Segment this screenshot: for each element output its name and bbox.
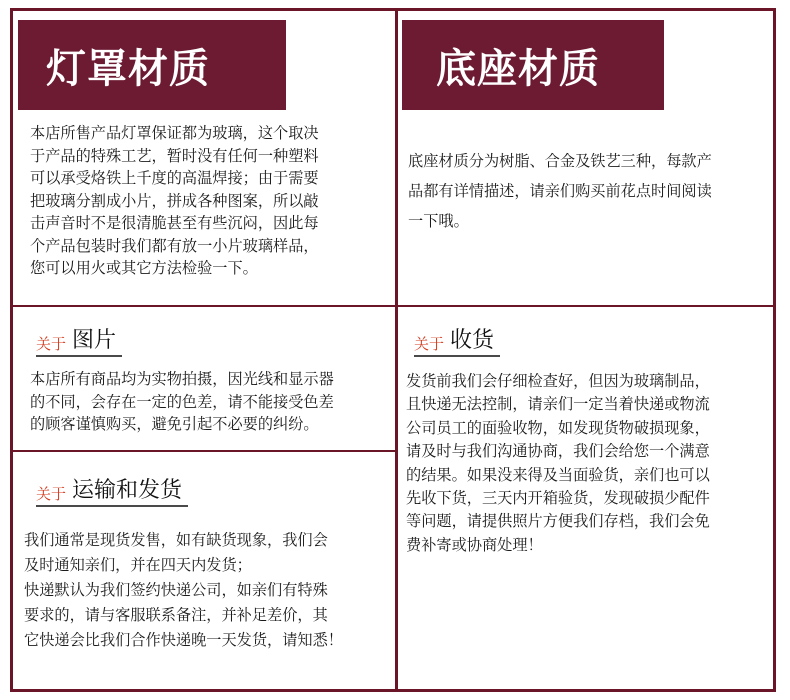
pictures-about-label: 关于 — [36, 335, 67, 353]
lampshade-header — [18, 20, 286, 110]
receiving-title: 收货 — [450, 328, 495, 353]
lampshade-header-text: 灯罩材质 — [46, 45, 210, 92]
left-divider-1 — [10, 305, 396, 307]
pictures-topic — [36, 328, 116, 354]
shipping-title: 运输和发货 — [72, 478, 183, 503]
base-text: 底座材质分为树脂、合金及铁艺三种，每款产 品都有详情描述，请亲们购买前花点时间阅读 一下哦。 — [408, 152, 712, 230]
pictures-text: 本店所有商品均为实物拍摄，因光线和显示器 的不同，会存在一定的色差，请不能接受色差 的顾客谨慎购买，避免引起不必要的纠纷。 — [30, 370, 334, 433]
shipping-text: 我们通常是现货发售，如有缺货现象，我们会 及时通知亲们，并在四天内发货； 快递默认为我们签约快递公司，如亲们有特殊 要求的，请与客服联系备注，并补足差价，其 它快递会比我们合作快递晚一天发货，请知悉！ — [24, 531, 343, 649]
left-divider-2 — [10, 450, 396, 452]
base-header — [402, 20, 664, 110]
right-divider-1 — [396, 305, 776, 307]
lampshade-text: 本店所售产品灯罩保证都为玻璃，这个取决 于产品的特殊工艺，暂时没有任何一种塑料 可以承受烙铁上千度的高温焊接；由于需要 把玻璃分割成小片，拼成各种图案，所以敲 击声音时不是很清脆甚至有些沉闷，因此每 个产品包装时我们都有放一小片玻璃样品， 您可以用火或其它方法检验一下。 — [30, 124, 319, 277]
shipping-topic — [36, 478, 182, 504]
center-divider — [395, 8, 398, 692]
pictures-title: 图片 — [72, 328, 117, 353]
receiving-underline — [414, 355, 500, 357]
receiving-topic — [414, 328, 494, 354]
base-header-text: 底座材质 — [436, 45, 600, 92]
receiving-text: 发货前我们会仔细检查好，但因为玻璃制品， 且快递无法控制，请亲们一定当着快递或物流 公司员工的面验收物，如发现货物破损现象， 请及时与我们沟通协商，我们会给您一个满意 的结果。如果没来得及当面验货，亲们也可以 先收下货，三天内开箱验货，发现破损少配件 等问题，请提供照片方便我们存档，我们会免 费补寄或协商处理！ — [406, 372, 710, 554]
shipping-about-label: 关于 — [36, 485, 67, 503]
receiving-about-label: 关于 — [414, 335, 445, 353]
shipping-underline — [36, 505, 188, 507]
pictures-underline — [36, 355, 122, 357]
